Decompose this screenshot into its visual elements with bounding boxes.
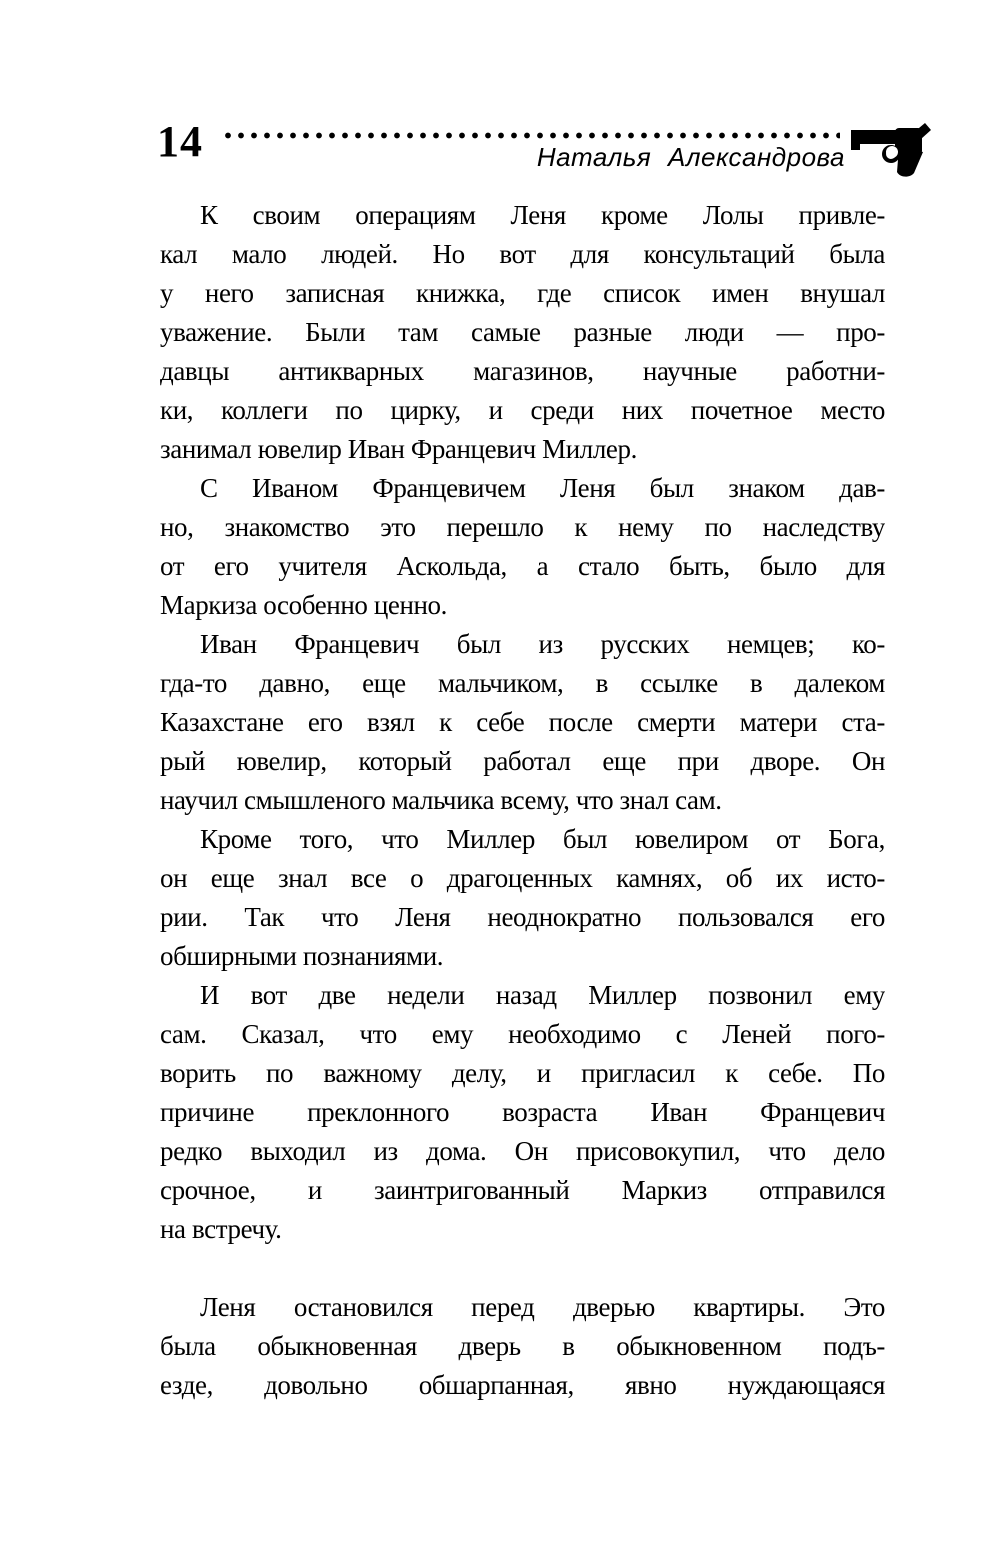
text-line: гда-то давно, еще мальчиком, в ссылке в далеком xyxy=(160,668,885,698)
header-dotted-rule xyxy=(224,131,840,140)
text-line: рии. Так что Леня неоднократно пользовался его xyxy=(160,902,885,932)
paragraph xyxy=(160,1288,885,1405)
paragraph xyxy=(160,196,885,469)
text-line: срочное, и заинтригованный Маркиз отправился xyxy=(160,1175,885,1205)
text-line: причине преклонного возраста Иван Францевич xyxy=(160,1097,885,1127)
text-line: сам. Сказал, что ему необходимо с Леней пого- xyxy=(160,1019,885,1049)
text-line: Маркиза особенно ценно. xyxy=(160,590,448,620)
text-line: С Иваном Францевичем Леня был знаком дав- xyxy=(200,473,885,503)
text-line: у него записная книжка, где список имен внушал xyxy=(160,278,885,308)
text-line: он еще знал все о драгоценных камнях, об их исто- xyxy=(160,863,885,893)
revolver-icon xyxy=(851,121,935,177)
body-text xyxy=(160,196,885,1405)
text-line: давцы антикварных магазинов, научные работни- xyxy=(160,356,885,386)
text-line: К своим операциям Леня кроме Лолы привле- xyxy=(200,200,885,230)
text-line: редко выходил из дома. Он присовокупил, что дело xyxy=(160,1136,885,1166)
text-line: обширными познаниями. xyxy=(160,941,444,971)
page-number: 14 xyxy=(157,117,203,166)
text-line: И вот две недели назад Миллер позвонил ему xyxy=(200,980,885,1010)
text-line: научил смышленого мальчика всему, что знал сам. xyxy=(160,785,722,815)
text-line: Кроме того, что Миллер был ювелиром от Бога, xyxy=(200,824,885,854)
text-line: от его учителя Аскольда, а стало быть, было для xyxy=(160,551,885,581)
text-line: езде, довольно обшарпанная, явно нуждающаяся xyxy=(160,1370,885,1400)
text-line: занимал ювелир Иван Францевич Миллер. xyxy=(160,434,637,464)
author-name: Наталья Александрова xyxy=(536,142,845,172)
text-line: на встречу. xyxy=(160,1214,282,1244)
paragraph xyxy=(160,625,885,820)
text-line: кал мало людей. Но вот для консультаций была xyxy=(160,239,885,269)
text-line: Казахстане его взял к себе после смерти матери ста- xyxy=(160,707,885,737)
paragraph xyxy=(160,976,885,1249)
paragraph xyxy=(160,469,885,625)
text-line: Иван Францевич был из русских немцев; ко- xyxy=(200,629,885,659)
text-line: была обыкновенная дверь в обыкновенном подъ- xyxy=(160,1331,885,1361)
text-line: ки, коллеги по цирку, и среди них почетное место xyxy=(160,395,885,425)
text-line: ворить по важному делу, и пригласил к себе. По xyxy=(160,1058,885,1088)
text-line: Леня остановился перед дверью квартиры. Это xyxy=(200,1292,885,1322)
paragraph xyxy=(160,820,885,976)
text-line: рый ювелир, который работал еще при дворе. Он xyxy=(160,746,885,776)
text-line: но, знакомство это перешло к нему по наследству xyxy=(160,512,885,542)
text-line: уважение. Были там самые разные люди — про- xyxy=(160,317,885,347)
